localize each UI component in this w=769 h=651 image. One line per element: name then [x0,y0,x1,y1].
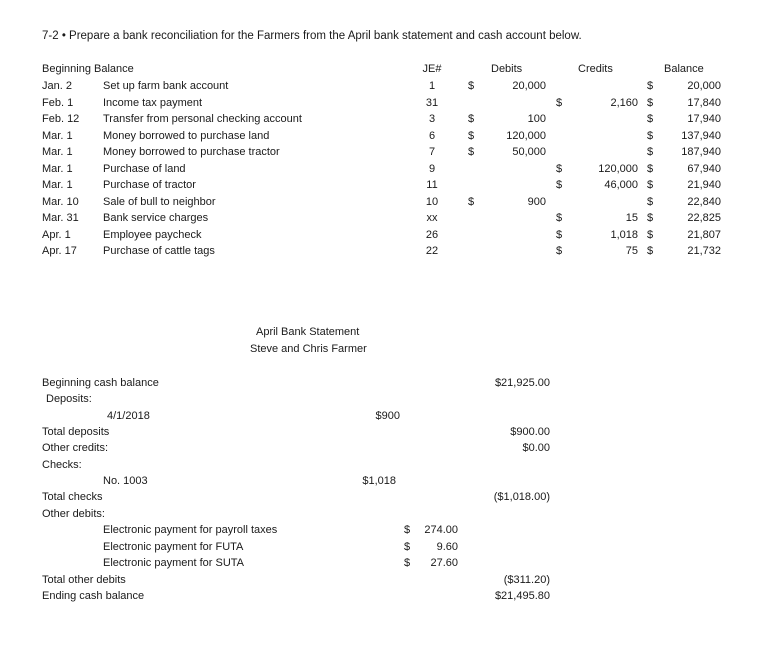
ledger-description: Transfer from personal checking account [103,113,302,125]
check-number: No. 1003 [103,475,148,487]
ledger-je: 31 [425,96,439,109]
deposit-date: 4/1/2018 [107,410,150,422]
ledger-balance: 20,000 [687,80,721,92]
ledger-credit: 2,160 [610,96,638,109]
ledger-balance-dollar: $ [647,80,654,92]
ledger-debit-dollar: $ [468,146,475,158]
ledger-debit: 120,000 [506,129,546,142]
ending-cash-value: $21,495.80 [494,590,550,602]
total-other-debits-label: Total other debits [42,574,126,586]
electronic-payment-amount: 9.60 [436,540,458,553]
ledger-description: Set up farm bank account [103,80,229,92]
balance-header: Balance [664,63,704,75]
ledger-description: Sale of bull to neighbor [103,195,216,208]
deposit-amount: $900 [375,410,400,422]
ledger-description: Employee paycheck [103,228,202,241]
ledger-description: Bank service charges [103,212,209,224]
ledger-date: Jan. 2 [42,80,72,92]
ledger-date: Apr. 17 [42,245,77,257]
ledger-je: 11 [426,179,438,191]
ledger-credit: 46,000 [604,179,638,191]
ledger-date: Mar. 10 [42,195,79,208]
ledger-debit: 50,000 [512,146,546,158]
deposits-label: Deposits: [46,393,92,405]
ledger-debit-dollar: $ [468,195,475,208]
ledger-balance-dollar: $ [647,146,654,158]
ledger-debit-dollar: $ [468,80,475,92]
ledger-je: 22 [425,245,439,257]
ledger-credit: 1,018 [610,228,638,241]
ledger-credit: 120,000 [598,162,638,175]
ledger-balance: 21,807 [687,228,721,241]
other-debits-label: Other debits: [42,508,105,520]
ledger-balance: 22,840 [687,195,721,208]
ledger-balance-dollar: $ [647,162,654,175]
check-amount: $1,018 [362,475,396,487]
ledger-credit-dollar: $ [556,162,563,175]
ledger-credit: 15 [625,212,638,224]
ledger-description: Purchase of cattle tags [103,245,215,257]
ledger-description: Purchase of tractor [103,179,196,191]
total-deposits-value: $900.00 [510,426,550,438]
ledger-credit: 75 [625,245,638,257]
electronic-payment-label: Electronic payment for FUTA [103,540,244,553]
ledger-je: 3 [428,113,436,125]
electronic-payment-dollar: $ [404,557,411,569]
ledger-balance: 137,940 [681,129,721,142]
electronic-payment-dollar: $ [404,524,411,536]
ledger-date: Feb. 1 [42,96,74,109]
ledger-date: Mar. 1 [42,129,73,142]
ledger-je: 9 [428,162,436,175]
ledger-debit: 20,000 [512,80,546,92]
electronic-payment-dollar: $ [404,540,411,553]
ledger-description: Money borrowed to purchase land [103,129,270,142]
electronic-payment-amount: 27.60 [430,557,458,569]
ledger-date: Feb. 12 [42,113,80,125]
ledger-debit: 900 [527,195,546,208]
ledger-balance-dollar: $ [647,179,654,191]
debits-header: Debits [491,63,523,75]
ledger-balance: 22,825 [687,212,721,224]
ledger-date: Apr. 1 [42,228,71,241]
ledger-debit-dollar: $ [468,129,475,142]
ledger-credit-dollar: $ [556,179,563,191]
ledger-je: 10 [425,195,439,208]
ledger-date: Mar. 31 [42,212,79,224]
ledger-je: 7 [428,146,436,158]
ledger-credit-dollar: $ [556,96,563,109]
ledger-date: Mar. 1 [42,146,73,158]
ledger-balance-dollar: $ [647,212,654,224]
ledger-balance: 21,732 [687,245,721,257]
problem-title: 7-2 • Prepare a bank reconciliation for the Farmers from the April bank statement and cash account below. [42,30,582,42]
ledger-balance: 17,840 [687,96,721,109]
ledger-balance-dollar: $ [647,113,654,125]
ledger-credit-dollar: $ [556,228,563,241]
ledger-debit: 100 [527,113,546,125]
other-credits-value: $0.00 [522,442,550,454]
ledger-balance: 21,940 [687,179,721,191]
credits-header: Credits [578,63,613,75]
ledger-credit-dollar: $ [556,245,563,257]
other-credits-label: Other credits: [42,442,109,454]
electronic-payment-label: Electronic payment for payroll taxes [103,524,278,536]
ledger-credit-dollar: $ [556,212,563,224]
ledger-balance-dollar: $ [647,96,654,109]
ledger-je: 1 [428,80,436,92]
beginning-cash-label: Beginning cash balance [42,377,159,389]
ledger-balance: 187,940 [681,146,721,158]
ledger-balance: 67,940 [687,162,721,175]
ledger-je: xx [426,212,438,224]
ledger-balance-dollar: $ [647,129,654,142]
checks-label: Checks: [42,459,82,471]
ledger-balance: 17,940 [687,113,721,125]
beginning-balance-header: Beginning Balance [42,63,134,75]
ledger-balance-dollar: $ [647,195,654,208]
ledger-date: Mar. 1 [42,179,73,191]
ledger-description: Income tax payment [103,96,203,109]
statement-heading: April Bank Statement [256,326,360,338]
beginning-cash-value: $21,925.00 [494,377,550,389]
ledger-je: 6 [428,129,436,142]
ending-cash-label: Ending cash balance [42,590,145,602]
electronic-payment-amount: 274.00 [424,524,458,536]
statement-subheading: Steve and Chris Farmer [250,343,367,355]
total-checks-value: ($1,018.00) [493,491,550,503]
je-header: JE# [422,63,442,75]
total-other-debits-value: ($311.20) [503,574,550,586]
ledger-balance-dollar: $ [647,245,654,257]
ledger-debit-dollar: $ [468,113,475,125]
total-checks-label: Total checks [42,491,103,503]
ledger-date: Mar. 1 [42,162,73,175]
total-deposits-label: Total deposits [42,426,110,438]
ledger-je: 26 [425,228,439,241]
ledger-balance-dollar: $ [647,228,654,241]
ledger-description: Purchase of land [103,162,186,175]
ledger-description: Money borrowed to purchase tractor [103,146,280,158]
electronic-payment-label: Electronic payment for SUTA [103,557,245,569]
